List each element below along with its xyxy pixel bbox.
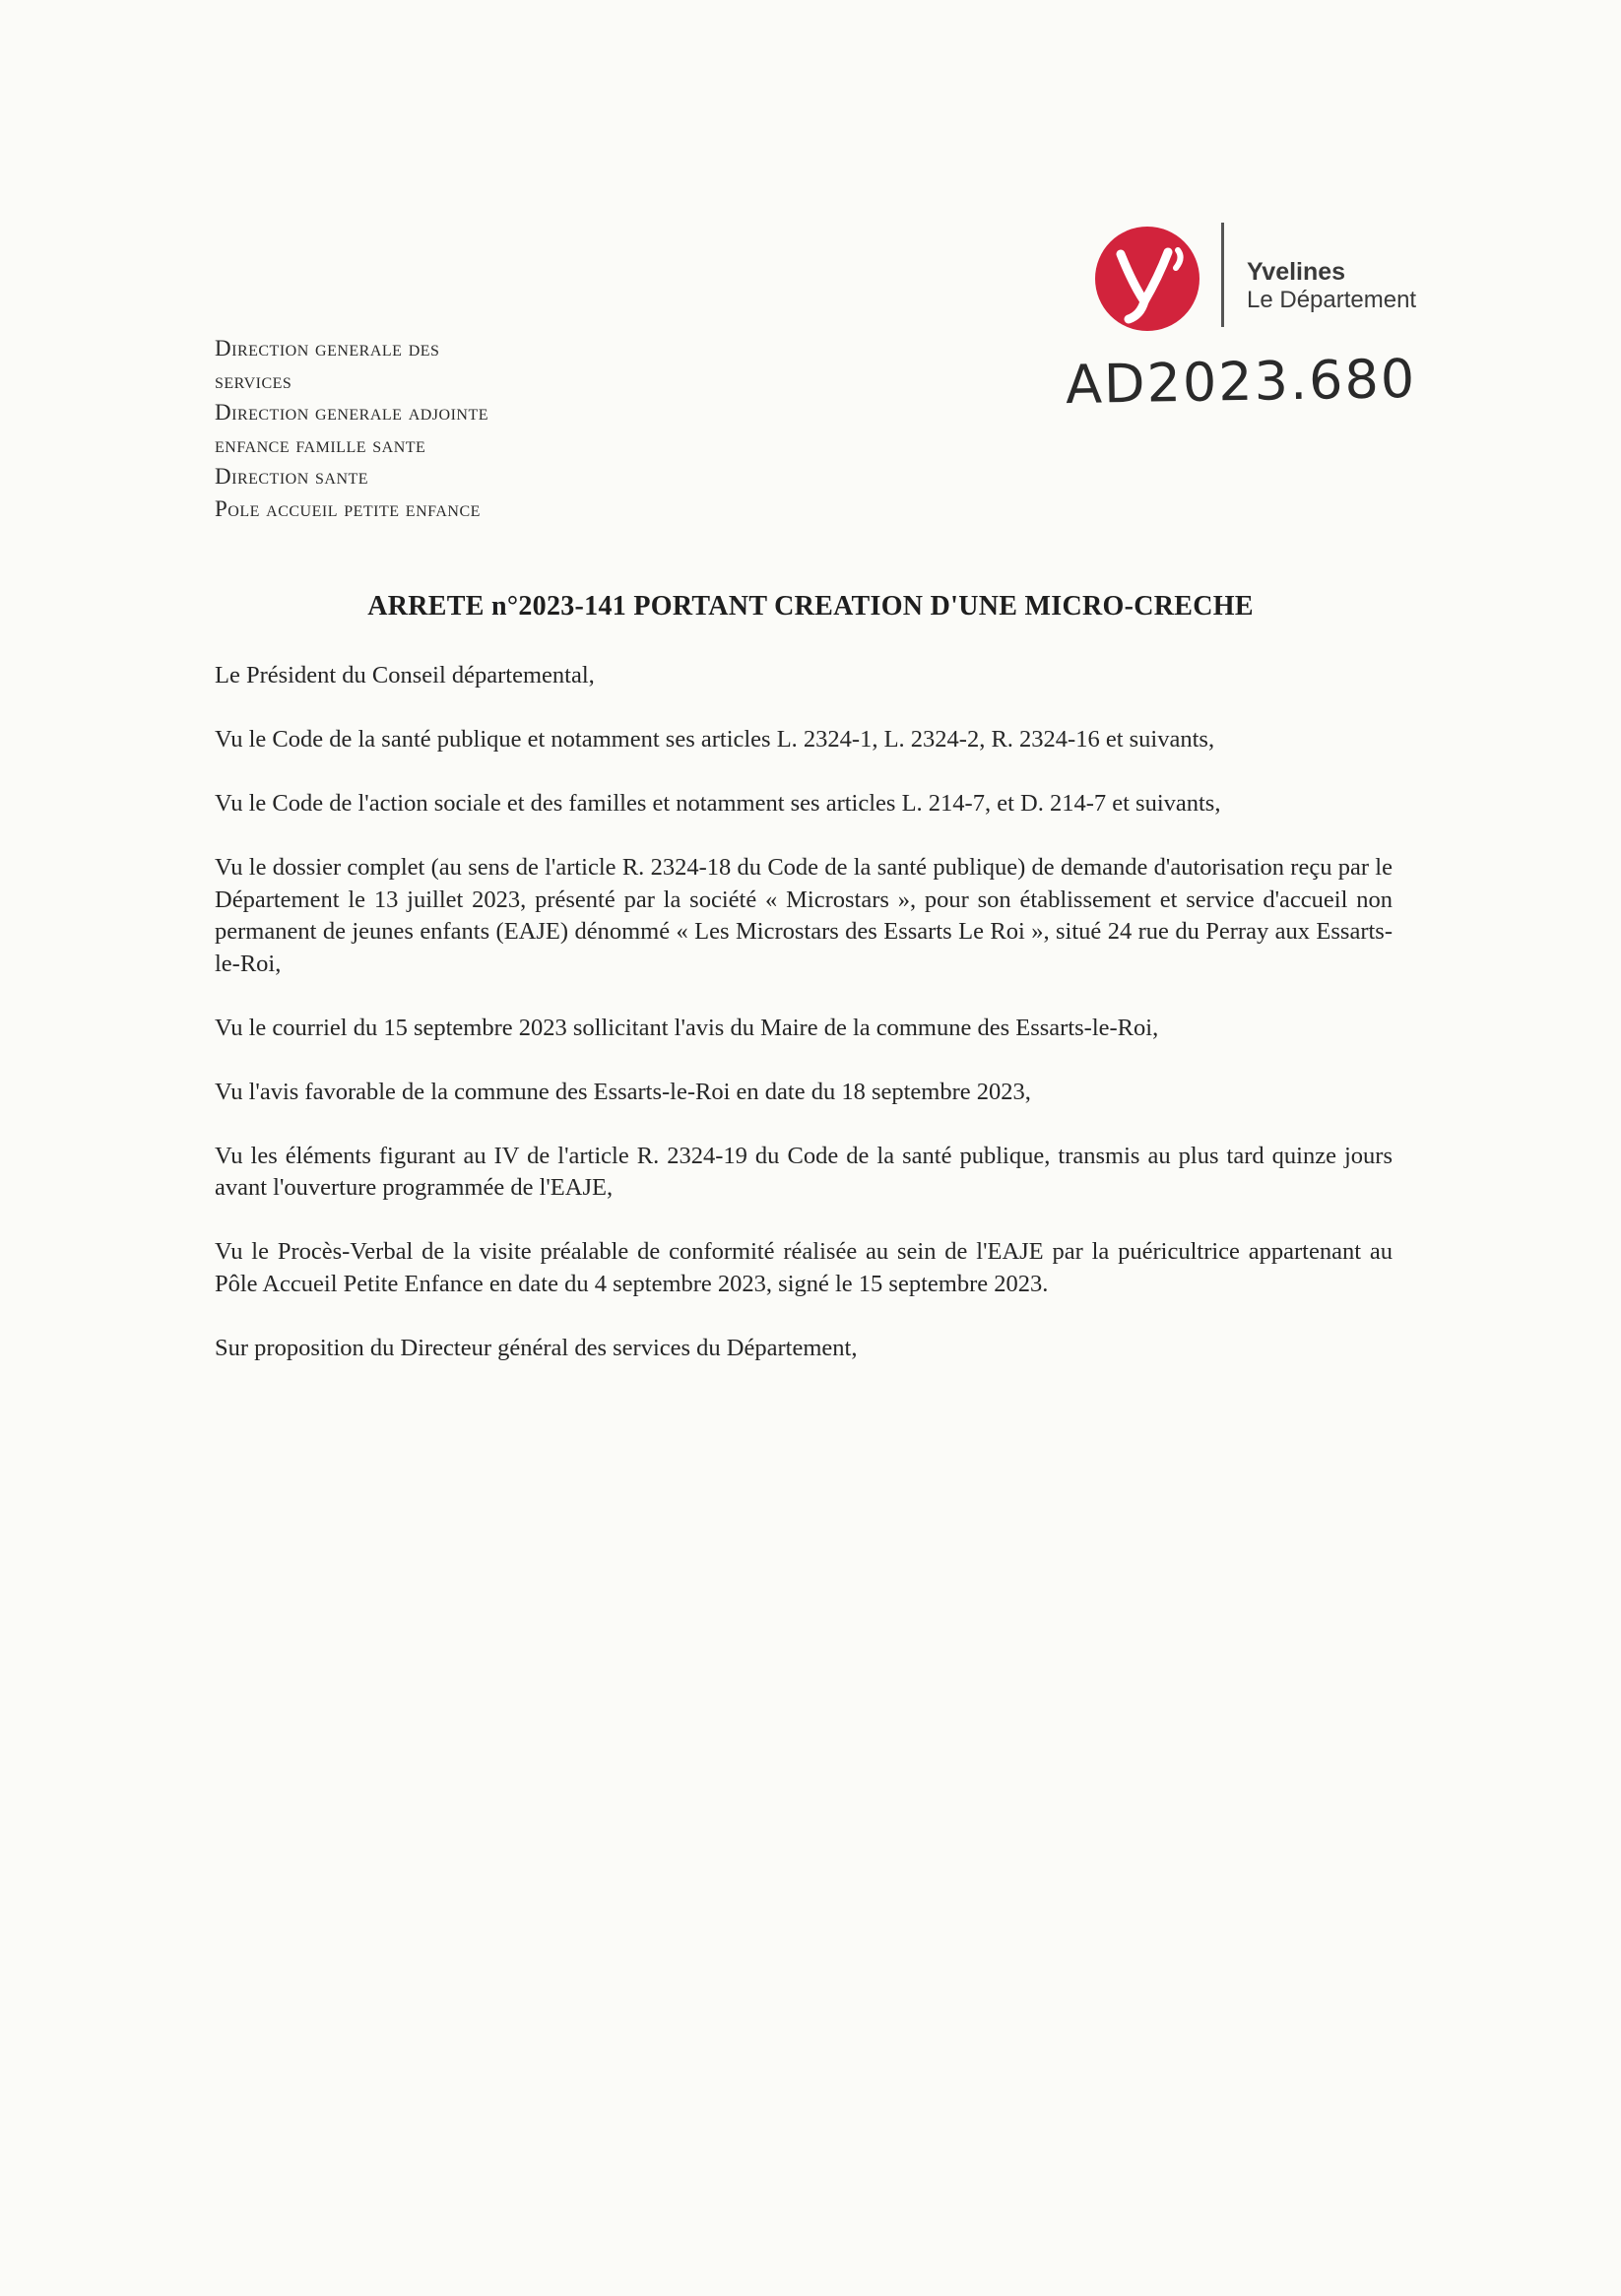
logo-name: Yvelines: [1247, 258, 1346, 286]
paragraph: Vu le Procès-Verbal de la visite préalable de conformité réalisée au sein de l'EAJE par la puéricultrice appartenant au Pôle Accueil Petite Enfance en date du 4 septembre 2023, signé le 15 septembre 2023.: [215, 1238, 1393, 1297]
service-header: [215, 333, 488, 525]
service-header-line: services: [215, 367, 292, 393]
paragraph: Vu le Code de l'action sociale et des familles et notamment ses articles L. 214-7, et D. 214-7 et suivants,: [215, 790, 1221, 817]
paragraph: Le Président du Conseil départemental,: [215, 662, 595, 689]
service-header-line: Direction generale adjointe: [215, 400, 489, 425]
yvelines-logo: [1093, 219, 1428, 337]
logo-text: [1247, 258, 1416, 313]
document-title: ARRETE n°2023-141 PORTANT CREATION D'UNE MICRO-CRECHE: [367, 591, 1254, 622]
paragraph: Sur proposition du Directeur général des services du Département,: [215, 1334, 858, 1361]
document-body: [215, 660, 1393, 1397]
service-header-line: Direction generale des: [215, 336, 440, 361]
paragraph: Vu le Code de la santé publique et notamment ses articles L. 2324-1, L. 2324-2, R. 2324-16 et suivants,: [215, 726, 1215, 753]
paragraph: Vu les éléments figurant au IV de l'article R. 2324-19 du Code de la santé publique, transmis au plus tard quinze jours avant l'ouverture programmée de l'EAJE,: [215, 1142, 1393, 1201]
paragraph: Vu le dossier complet (au sens de l'article R. 2324-18 du Code de la santé publique) de demande d'autorisation reçu par le Département le 13 juillet 2023, présenté par la société « Microstars », pour son établissement et service d'accueil non permanent de jeunes enfants (EAJE) dénommé « Les Microstars des Essarts Le Roi », situé 24 rue du Perray aux Essarts-le-Roi,: [215, 854, 1393, 977]
service-header-line: enfance famille sante: [215, 431, 426, 457]
service-header-line: Pole accueil petite enfance: [215, 495, 481, 521]
paragraph: Vu le courriel du 15 septembre 2023 sollicitant l'avis du Maire de la commune des Essarts-le-Roi,: [215, 1014, 1159, 1041]
logo-subtitle: Le Département: [1247, 286, 1417, 313]
yvelines-logo-icon: [1093, 225, 1201, 333]
handwritten-reference: AD2023.680: [1065, 347, 1417, 417]
logo-divider: [1221, 223, 1224, 327]
service-header-line: Direction sante: [215, 464, 369, 489]
paragraph: Vu l'avis favorable de la commune des Essarts-le-Roi en date du 18 septembre 2023,: [215, 1078, 1031, 1105]
